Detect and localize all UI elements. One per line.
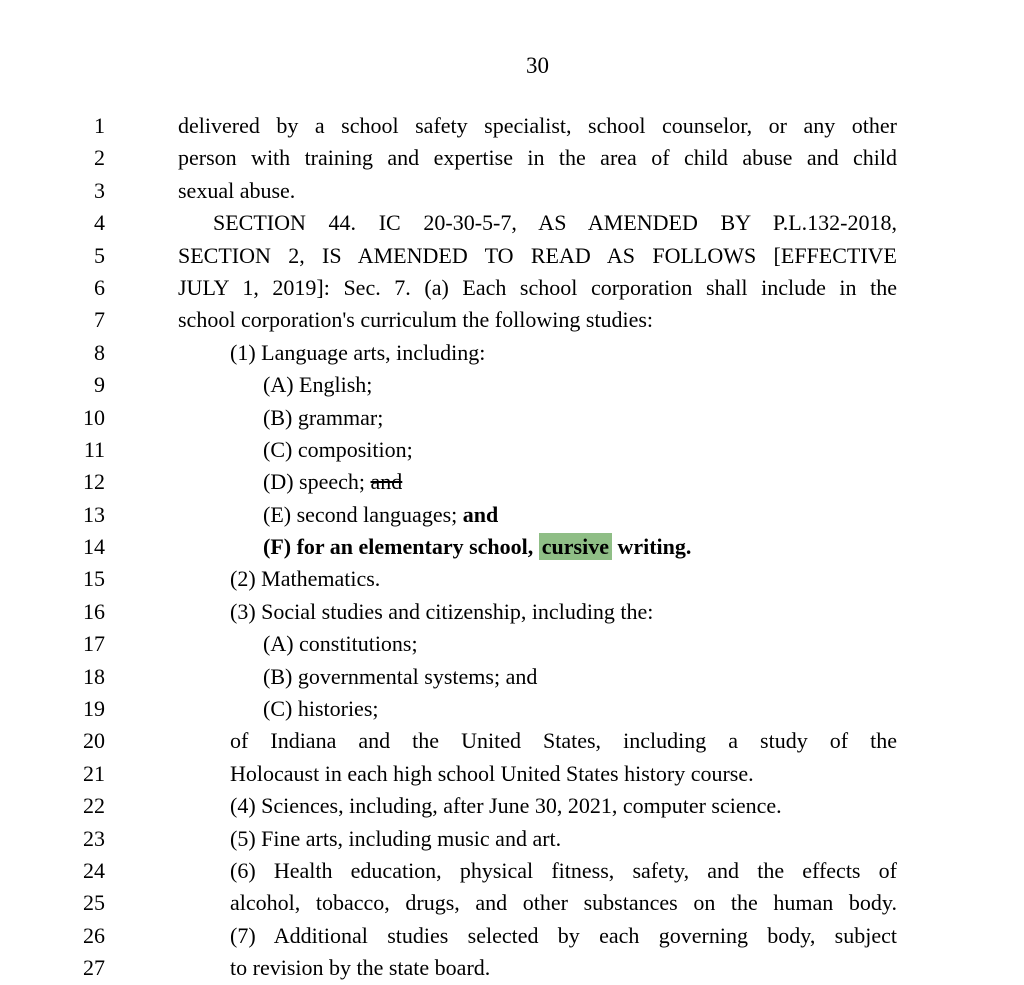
text-segment: SECTION 2, IS AMENDED TO READ AS FOLLOWS [EFFECTIVE (178, 242, 897, 268)
document-lines (0, 110, 1024, 985)
line-number: 24 (83, 857, 105, 883)
cursive-highlight: cursive (539, 533, 612, 560)
line-number: 8 (94, 339, 105, 365)
line-text (178, 466, 897, 498)
line-number: 5 (94, 242, 105, 268)
line-text (178, 304, 897, 336)
line-number: 11 (83, 436, 105, 462)
line-number: 26 (83, 922, 105, 948)
line-text (178, 110, 897, 142)
line-text (178, 272, 897, 304)
line-row (0, 661, 1024, 693)
line-text (178, 175, 897, 207)
line-row (0, 790, 1024, 822)
line-row (0, 693, 1024, 725)
text-segment: (F) for an elementary school, (263, 534, 539, 560)
line-text (178, 499, 897, 531)
line-row (0, 207, 1024, 239)
line-text (178, 855, 897, 887)
line-text (178, 920, 897, 952)
text-segment: SECTION 44. IC 20-30-5-7, AS AMENDED BY P.L.132-2018, (213, 210, 897, 236)
line-number: 16 (83, 598, 105, 624)
line-row (0, 596, 1024, 628)
text-segment: alcohol, tobacco, drugs, and other substances on the human body. (230, 890, 897, 916)
line-text (178, 693, 897, 725)
line-text (178, 207, 897, 239)
line-number: 15 (83, 566, 105, 592)
text-segment: writing. (611, 534, 692, 560)
line-text (178, 240, 897, 272)
text-segment: to revision by the state board. (230, 955, 491, 981)
text-segment: (5) Fine arts, including music and art. (230, 825, 562, 851)
line-text (178, 661, 897, 693)
text-segment: (D) speech; (263, 469, 371, 495)
line-number: 1 (94, 113, 105, 138)
line-number: 27 (83, 955, 105, 981)
text-segment: sexual abuse. (178, 177, 296, 203)
line-row (0, 369, 1024, 401)
line-row (0, 725, 1024, 757)
line-row (0, 434, 1024, 466)
line-number: 6 (94, 274, 105, 300)
text-segment: (C) composition; (263, 436, 413, 462)
line-text (178, 823, 897, 855)
line-text (178, 402, 897, 434)
line-number: 20 (83, 728, 105, 754)
line-number: 3 (94, 177, 105, 203)
line-text (178, 337, 897, 369)
line-row (0, 240, 1024, 272)
line-row (0, 758, 1024, 790)
line-number: 2 (94, 145, 105, 171)
line-text (178, 434, 897, 466)
text-segment: person with training and expertise in the area of child abuse and child (178, 145, 897, 171)
line-text (178, 531, 897, 563)
text-segment: (4) Sciences, including, after June 30, 2021, computer science. (230, 793, 782, 819)
line-row (0, 272, 1024, 304)
line-row (0, 920, 1024, 952)
line-row (0, 531, 1024, 563)
line-number: 4 (94, 210, 105, 236)
line-text (178, 142, 897, 174)
line-row (0, 499, 1024, 531)
line-text (178, 369, 897, 401)
text-segment: (A) constitutions; (263, 631, 418, 657)
line-row (0, 823, 1024, 855)
line-text (178, 790, 897, 822)
line-text (178, 758, 897, 790)
text-segment: (A) English; (263, 372, 373, 398)
line-text (178, 563, 897, 595)
line-row (0, 563, 1024, 595)
text-segment: (3) Social studies and citizenship, including the: (230, 598, 654, 624)
line-number: 9 (94, 372, 105, 398)
text-segment: and (462, 501, 499, 527)
text-segment: Holocaust in each high school United States history course. (230, 760, 754, 786)
text-segment: (6) Health education, physical fitness, safety, and the effects of (230, 857, 897, 883)
line-row (0, 337, 1024, 369)
line-text (178, 628, 897, 660)
line-row (0, 304, 1024, 336)
line-number: 23 (83, 825, 105, 851)
text-segment: and (370, 469, 403, 495)
text-segment: (E) second languages; (263, 501, 463, 527)
line-number: 22 (83, 793, 105, 819)
line-row (0, 142, 1024, 174)
line-number: 12 (83, 469, 105, 495)
line-row (0, 855, 1024, 887)
line-number: 10 (83, 404, 105, 430)
text-segment: (1) Language arts, including: (230, 339, 486, 365)
page-number: 30 (526, 53, 549, 78)
line-row (0, 110, 1024, 142)
line-number: 18 (83, 663, 105, 689)
line-number: 21 (83, 760, 105, 786)
text-segment: (B) governmental systems; and (263, 663, 538, 689)
text-segment: school corporation's curriculum the following studies: (178, 307, 654, 333)
line-number: 17 (83, 631, 105, 657)
text-segment: (7) Additional studies selected by each governing body, subject (230, 922, 897, 948)
line-row (0, 466, 1024, 498)
line-text (178, 725, 897, 757)
text-segment: (B) grammar; (263, 404, 384, 430)
text-segment: of Indiana and the United States, including a study of the (230, 728, 897, 754)
line-number: 7 (94, 307, 105, 333)
line-text (178, 887, 897, 919)
text-segment: (2) Mathematics. (230, 566, 381, 592)
line-text (178, 596, 897, 628)
text-segment: (C) histories; (263, 696, 379, 722)
line-number: 25 (83, 890, 105, 916)
line-number: 14 (83, 534, 105, 560)
line-number: 19 (83, 696, 105, 722)
line-row (0, 628, 1024, 660)
line-row (0, 175, 1024, 207)
line-row (0, 402, 1024, 434)
text-segment: JULY 1, 2019]: Sec. 7. (a) Each school corporation shall include in the (178, 274, 897, 300)
line-number: 13 (83, 501, 105, 527)
line-row (0, 887, 1024, 919)
text-segment: delivered by a school safety specialist, school counselor, or any other (178, 113, 897, 138)
